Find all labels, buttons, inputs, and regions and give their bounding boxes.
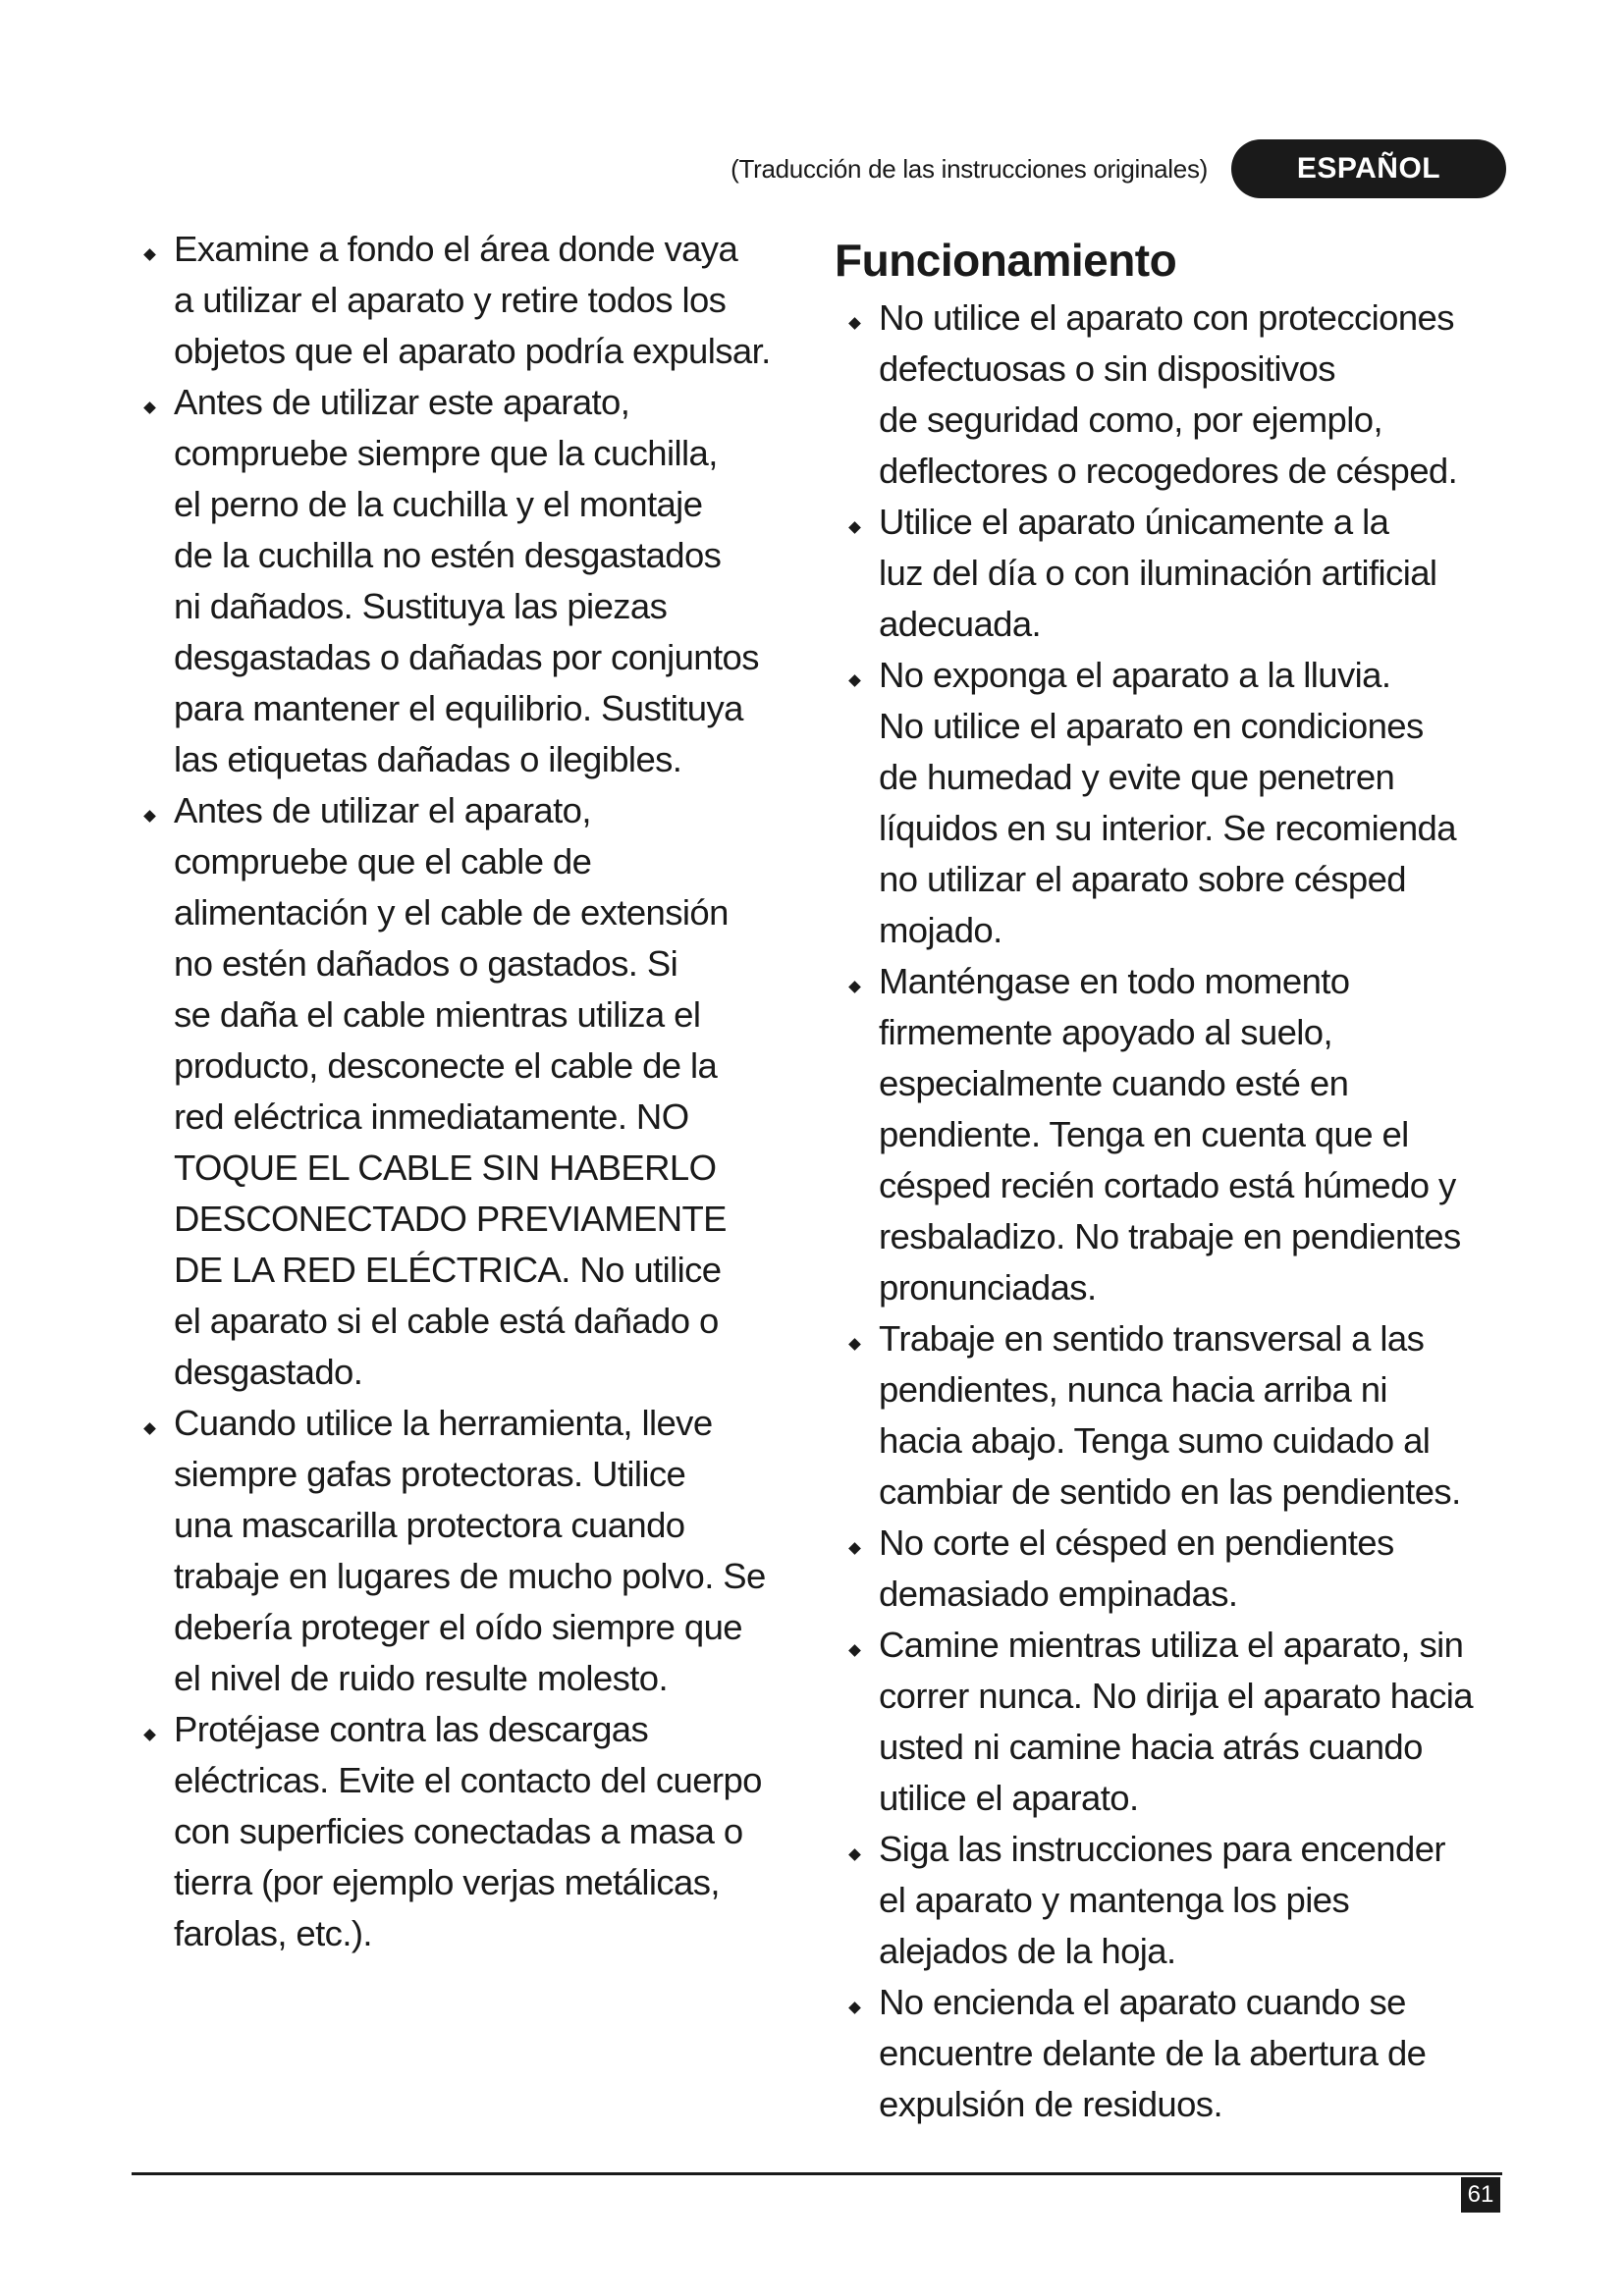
list-item bbox=[835, 956, 1522, 1313]
list-item-text: Antes de utilizar el aparato, compruebe que el cable de alimentación y el cable de extensión no estén dañados o gastados. Si se daña el cable mientras utiliza el producto, desconecte el cable de la red eléctrica inmediatamente. NO TOQUE EL CABLE SIN HABERLO DESCONECTADO PREVIAMENTE DE LA RED ELÉCTRICA. No utilice el aparato si el cable está dañado o desgastado. bbox=[174, 790, 729, 1392]
list-item bbox=[835, 293, 1522, 497]
list-item-text: Utilice el aparato únicamente a la luz del día o con iluminación artificial adecuada. bbox=[879, 502, 1437, 644]
list-item bbox=[137, 224, 825, 377]
language-badge: ESPAÑOL bbox=[1231, 139, 1506, 198]
diamond-bullet-icon bbox=[848, 1644, 861, 1657]
left-column bbox=[137, 224, 825, 1959]
list-item-text: Siga las instrucciones para encender el aparato y mantenga los pies alejados de la hoja. bbox=[879, 1829, 1445, 1971]
list-item bbox=[835, 1620, 1522, 1824]
diamond-bullet-icon bbox=[143, 1729, 156, 1741]
diamond-bullet-icon bbox=[848, 981, 861, 993]
list-item bbox=[137, 1704, 825, 1959]
page-number: 61 bbox=[1461, 2177, 1500, 2213]
list-item bbox=[835, 1824, 1522, 1977]
diamond-bullet-icon bbox=[143, 401, 156, 414]
diamond-bullet-icon bbox=[143, 248, 156, 261]
list-item bbox=[137, 1398, 825, 1704]
list-item-text: No utilice el aparato con protecciones defectuosas o sin dispositivos de seguridad como, por ejemplo, deflectores o recogedores de césped. bbox=[879, 297, 1458, 491]
list-item-text: Manténgase en todo momento firmemente apoyado al suelo, especialmente cuando esté en pendiente. Tenga en cuenta que el césped recién cortado está húmedo y resbaladizo. No trabaje en pendientes pronunciadas. bbox=[879, 961, 1461, 1308]
list-item-text: Trabaje en sentido transversal a las pendientes, nunca hacia arriba ni hacia abajo. Tenga sumo cuidado al cambiar de sentido en las pendientes. bbox=[879, 1318, 1461, 1512]
list-item-text: Antes de utilizar este aparato, compruebe siempre que la cuchilla, el perno de la cuchilla y el montaje de la cuchilla no estén desgastados ni dañados. Sustituya las piezas desgastadas o dañadas por conjuntos para mantener el equilibrio. Sustituya las etiquetas dañadas o ilegibles. bbox=[174, 382, 759, 779]
diamond-bullet-icon bbox=[848, 521, 861, 534]
diamond-bullet-icon bbox=[848, 1848, 861, 1861]
list-item-text: Camine mientras utiliza el aparato, sin correr nunca. No dirija el aparato hacia usted ni camine hacia atrás cuando utilice el aparato. bbox=[879, 1625, 1473, 1818]
safety-bullet-list bbox=[137, 224, 825, 1959]
translation-note: (Traducción de las instrucciones originales) bbox=[731, 154, 1208, 184]
list-item bbox=[835, 497, 1522, 650]
list-item-text: Cuando utilice la herramienta, lleve siempre gafas protectoras. Utilice una mascarilla protectora cuando trabaje en lugares de mucho polvo. Se debería proteger el oído siempre que el nivel de ruido resulte molesto. bbox=[174, 1403, 766, 1698]
section-title: Funcionamiento bbox=[835, 235, 1177, 286]
list-item-text: Protéjase contra las descargas eléctricas. Evite el contacto del cuerpo con superficies conectadas a masa o tierra (por ejemplo verjas metálicas, farolas, etc.). bbox=[174, 1709, 762, 1953]
diamond-bullet-icon bbox=[143, 1422, 156, 1435]
list-item bbox=[835, 1977, 1522, 2130]
list-item-text: No encienda el aparato cuando se encuentre delante de la abertura de expulsión de residuos. bbox=[879, 1982, 1427, 2124]
diamond-bullet-icon bbox=[143, 810, 156, 823]
diamond-bullet-icon bbox=[848, 317, 861, 330]
list-item bbox=[835, 1313, 1522, 1518]
list-item bbox=[835, 650, 1522, 956]
diamond-bullet-icon bbox=[848, 674, 861, 687]
operation-bullet-list bbox=[835, 293, 1522, 2130]
list-item bbox=[137, 785, 825, 1398]
list-item-text: Examine a fondo el área donde vaya a utilizar el aparato y retire todos los objetos que el aparato podría expulsar. bbox=[174, 229, 771, 371]
list-item bbox=[137, 377, 825, 785]
list-item bbox=[835, 1518, 1522, 1620]
list-item-text: No exponga el aparato a la lluvia. No utilice el aparato en condiciones de humedad y evite que penetren líquidos en su interior. Se recomienda no utilizar el aparato sobre césped mojado. bbox=[879, 655, 1456, 950]
footer-divider bbox=[132, 2172, 1502, 2175]
diamond-bullet-icon bbox=[848, 1542, 861, 1555]
diamond-bullet-icon bbox=[848, 1338, 861, 1351]
diamond-bullet-icon bbox=[848, 2002, 861, 2014]
list-item-text: No corte el césped en pendientes demasiado empinadas. bbox=[879, 1522, 1394, 1614]
right-column bbox=[835, 234, 1522, 2130]
